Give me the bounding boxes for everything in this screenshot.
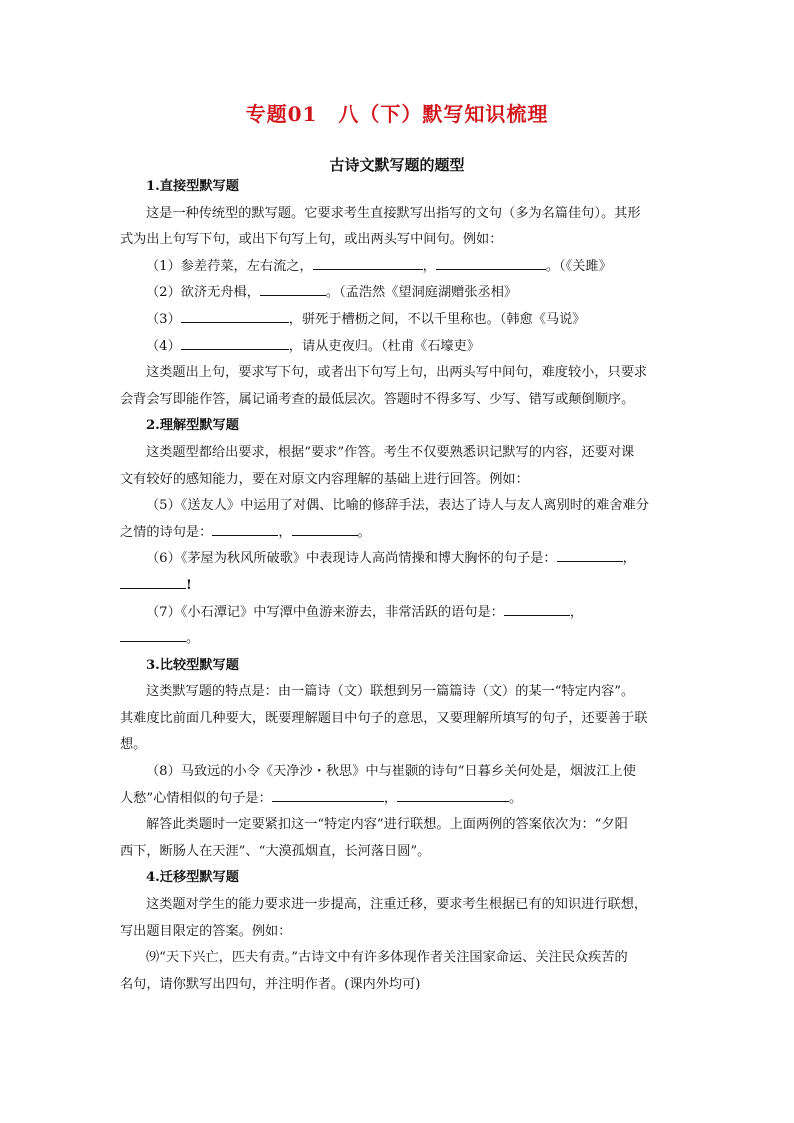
section-heading-4: 4.迁移型默写题 xyxy=(146,870,239,886)
question-4: （4） ，请从吏夜归。（杜甫《石壕吏》 xyxy=(120,334,676,361)
section-heading-3: 3.比较型默写题 xyxy=(146,657,239,673)
answer-blank[interactable] xyxy=(313,255,423,270)
paragraph: 西下，断肠人在天涯”、“大漠孤烟直，长河落日圆”。 xyxy=(120,843,431,859)
question-1: （1）参差荇菜，左右流之， ， 。（《关雎》 xyxy=(120,254,676,281)
answer-blank[interactable] xyxy=(557,547,623,562)
paragraph: 式为出上句写下句，或出下句写上句，或出两头写中间句。例如： xyxy=(120,232,503,248)
paragraph: 其难度比前面几种要大，既要理解题目中句子的意思，又要理解所填写的句子，还要善于联 xyxy=(120,710,648,726)
answer-blank[interactable] xyxy=(260,281,326,296)
paragraph: 会背会写即能作答，属记诵考查的最低层次。答题时不得多写、少写、错写或颠倒顺序。 xyxy=(120,391,635,407)
answer-blank[interactable] xyxy=(436,255,546,270)
paragraph: 这类题型都给出要求，根据“要求”作答。考生不仅要熟悉识记默写的内容，还要对课 xyxy=(146,444,635,460)
answer-blank[interactable] xyxy=(272,787,384,802)
section-heading-2: 2.理解型默写题 xyxy=(146,418,239,434)
question-8: （8）马致远的小令《天净沙・秋思》中与崔颢的诗句“日暮乡关何处是，烟波江上使 xyxy=(146,764,636,780)
answer-blank[interactable] xyxy=(181,335,289,350)
question-9-cont: 名句，请你默写出四句，并注明作者。(课内外均可) xyxy=(120,976,421,992)
paragraph: 这类默写题的特点是：由一篇诗（文）联想到另一篇篇诗（文）的某一“特定内容”。 xyxy=(146,684,635,700)
page-title: 专题01 八（下）默写知识梳理 xyxy=(245,102,549,126)
answer-blank[interactable] xyxy=(212,521,278,536)
answer-blank[interactable] xyxy=(397,787,509,802)
question-2: （2）欲济无舟楫， 。（孟浩然《望洞庭湖赠张丞相》 xyxy=(120,280,676,307)
paragraph: 写出题目限定的答案。例如： xyxy=(120,923,292,939)
question-8-cont: 人愁”心情相似的句子是： ， 。 xyxy=(120,786,676,813)
answer-blank[interactable] xyxy=(181,308,289,323)
question-5-cont: 之情的诗句是： ， 。 xyxy=(120,520,676,547)
answer-blank[interactable] xyxy=(292,521,358,536)
paragraph: 文有较好的感知能力，要在对原文内容理解的基础上进行回答。例如： xyxy=(120,471,529,487)
answer-blank[interactable] xyxy=(120,574,186,589)
question-6-cont: ! xyxy=(120,573,676,600)
page-subtitle: 古诗文默写题的题型 xyxy=(329,156,465,174)
document-body xyxy=(120,174,676,998)
question-6: （6）《茅屋为秋风所破歌》中表现诗人高尚情操和博大胸怀的句子是： ， xyxy=(120,546,676,573)
paragraph: 这类题出上句，要求写下句，或者出下句写上句，出两头写中间句，难度较小，只要求 xyxy=(146,365,648,381)
paragraph: 这类题对学生的能力要求进一步提高，注重迁移，要求考生根据已有的知识进行联想， xyxy=(146,897,648,913)
paragraph: 想。 xyxy=(120,737,147,753)
section-heading-1: 1.直接型默写题 xyxy=(146,179,239,194)
question-7-cont: 。 xyxy=(120,626,676,653)
question-3: （3） ，骈死于槽枥之间，不以千里称也。（韩愈《马说》 xyxy=(120,307,676,334)
paragraph: 解答此类题时一定要紧扣这一“特定内容”进行联想。上面两例的答案依次为：“夕阳 xyxy=(146,817,628,833)
answer-blank[interactable] xyxy=(120,627,186,642)
question-5: （5）《送友人》中运用了对偶、比喻的修辞手法，表达了诗人与友人离别时的难舍难分 xyxy=(146,498,649,514)
question-9: ⑼“天下兴亡，匹夫有责。”古诗文中有许多体现作者关注国家命运、关注民众疾苦的 xyxy=(146,950,628,966)
answer-blank[interactable] xyxy=(504,601,570,616)
question-7: （7）《小石潭记》中写潭中鱼游来游去，非常活跃的语句是： ， xyxy=(120,600,676,627)
paragraph: 这是一种传统型的默写题。它要求考生直接默写出指写的文句（多为名篇佳句）。其形 xyxy=(146,205,641,221)
